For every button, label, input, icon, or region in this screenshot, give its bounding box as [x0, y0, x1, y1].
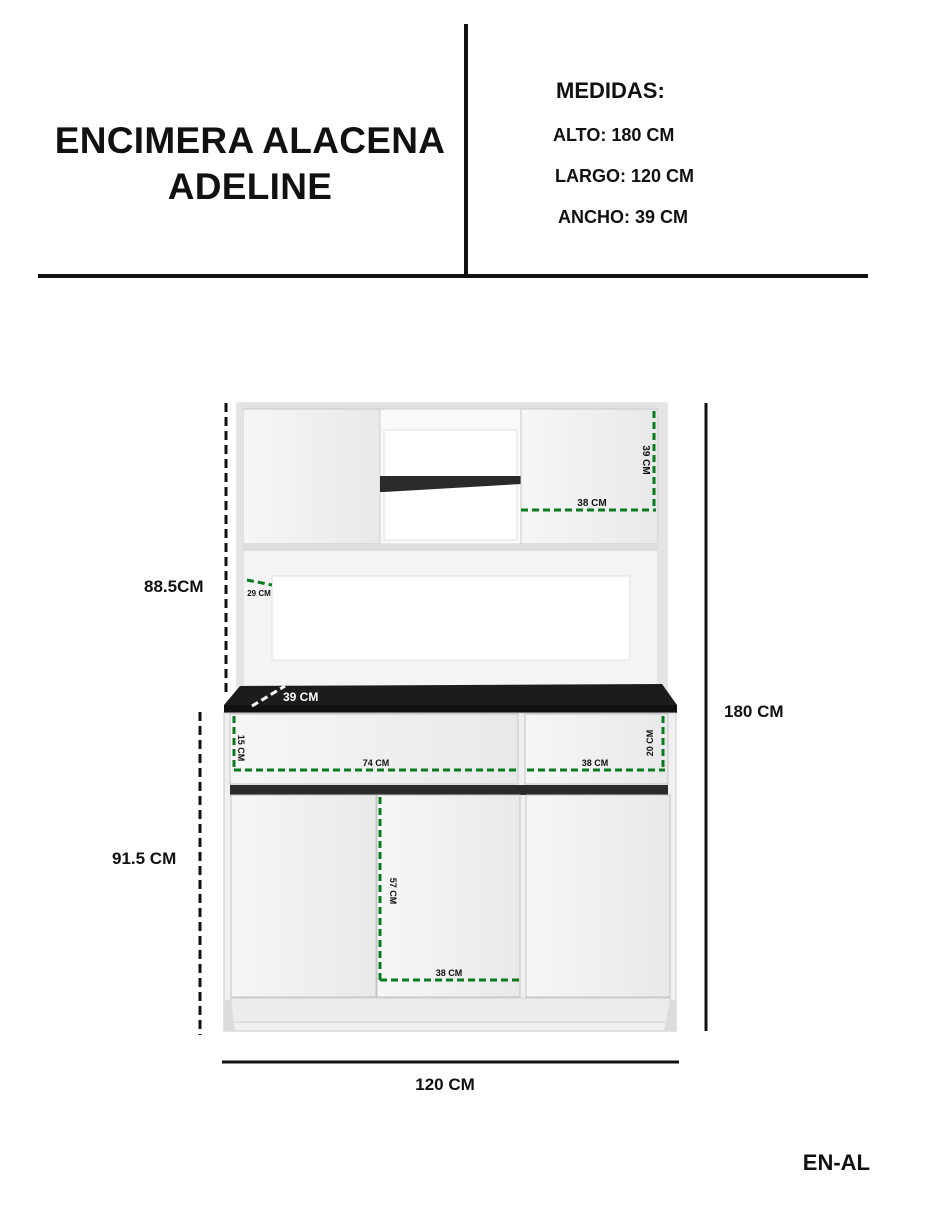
drawer-right-height-label: 20 CM — [645, 729, 655, 757]
upper-right-door — [521, 409, 658, 544]
title-line-2: ADELINE — [167, 166, 333, 207]
drawer-rail — [230, 785, 668, 795]
drawer-left — [230, 714, 518, 784]
upper-door-height-label: 39 CM — [640, 445, 651, 475]
title-line-1: ENCIMERA ALACENA — [54, 120, 446, 161]
total-width-label: 120 CM — [415, 1075, 475, 1094]
spec-largo: LARGO: 120 CM — [555, 166, 695, 186]
upper-door-width-label: 38 CM — [577, 498, 607, 509]
lower-door-width-label: 38 CM — [435, 968, 463, 978]
total-height-label: 180 CM — [724, 702, 784, 721]
lower-left-door — [231, 795, 376, 997]
countertop-edge — [224, 705, 677, 713]
drawer-left-height-label: 15 CM — [236, 734, 246, 762]
hutch-left-side — [237, 403, 243, 705]
niche-back-panel — [272, 576, 630, 660]
spec-ancho: ANCHO: 39 CM — [558, 207, 689, 227]
upper-height-label: 88.5CM — [144, 577, 204, 596]
lower-right-door — [526, 795, 670, 997]
niche-depth-label: 29 CM — [247, 589, 271, 598]
spec-alto: ALTO: 180 CM — [553, 125, 675, 145]
drawer-right-width-label: 38 CM — [581, 758, 609, 768]
lower-door-height-label: 57 CM — [388, 877, 398, 905]
specs-heading: MEDIDAS: — [556, 78, 665, 103]
drawer-left-width-label: 74 CM — [362, 758, 390, 768]
lower-height-label: 91.5 CM — [112, 849, 177, 868]
cabinet-bottom-panel — [231, 998, 670, 1022]
upper-left-door — [243, 409, 380, 544]
hutch-right-side — [658, 403, 667, 705]
product-code: EN-AL — [802, 1150, 870, 1175]
counter-depth-label: 39 CM — [283, 690, 319, 704]
hutch-middle-rail — [243, 544, 658, 550]
